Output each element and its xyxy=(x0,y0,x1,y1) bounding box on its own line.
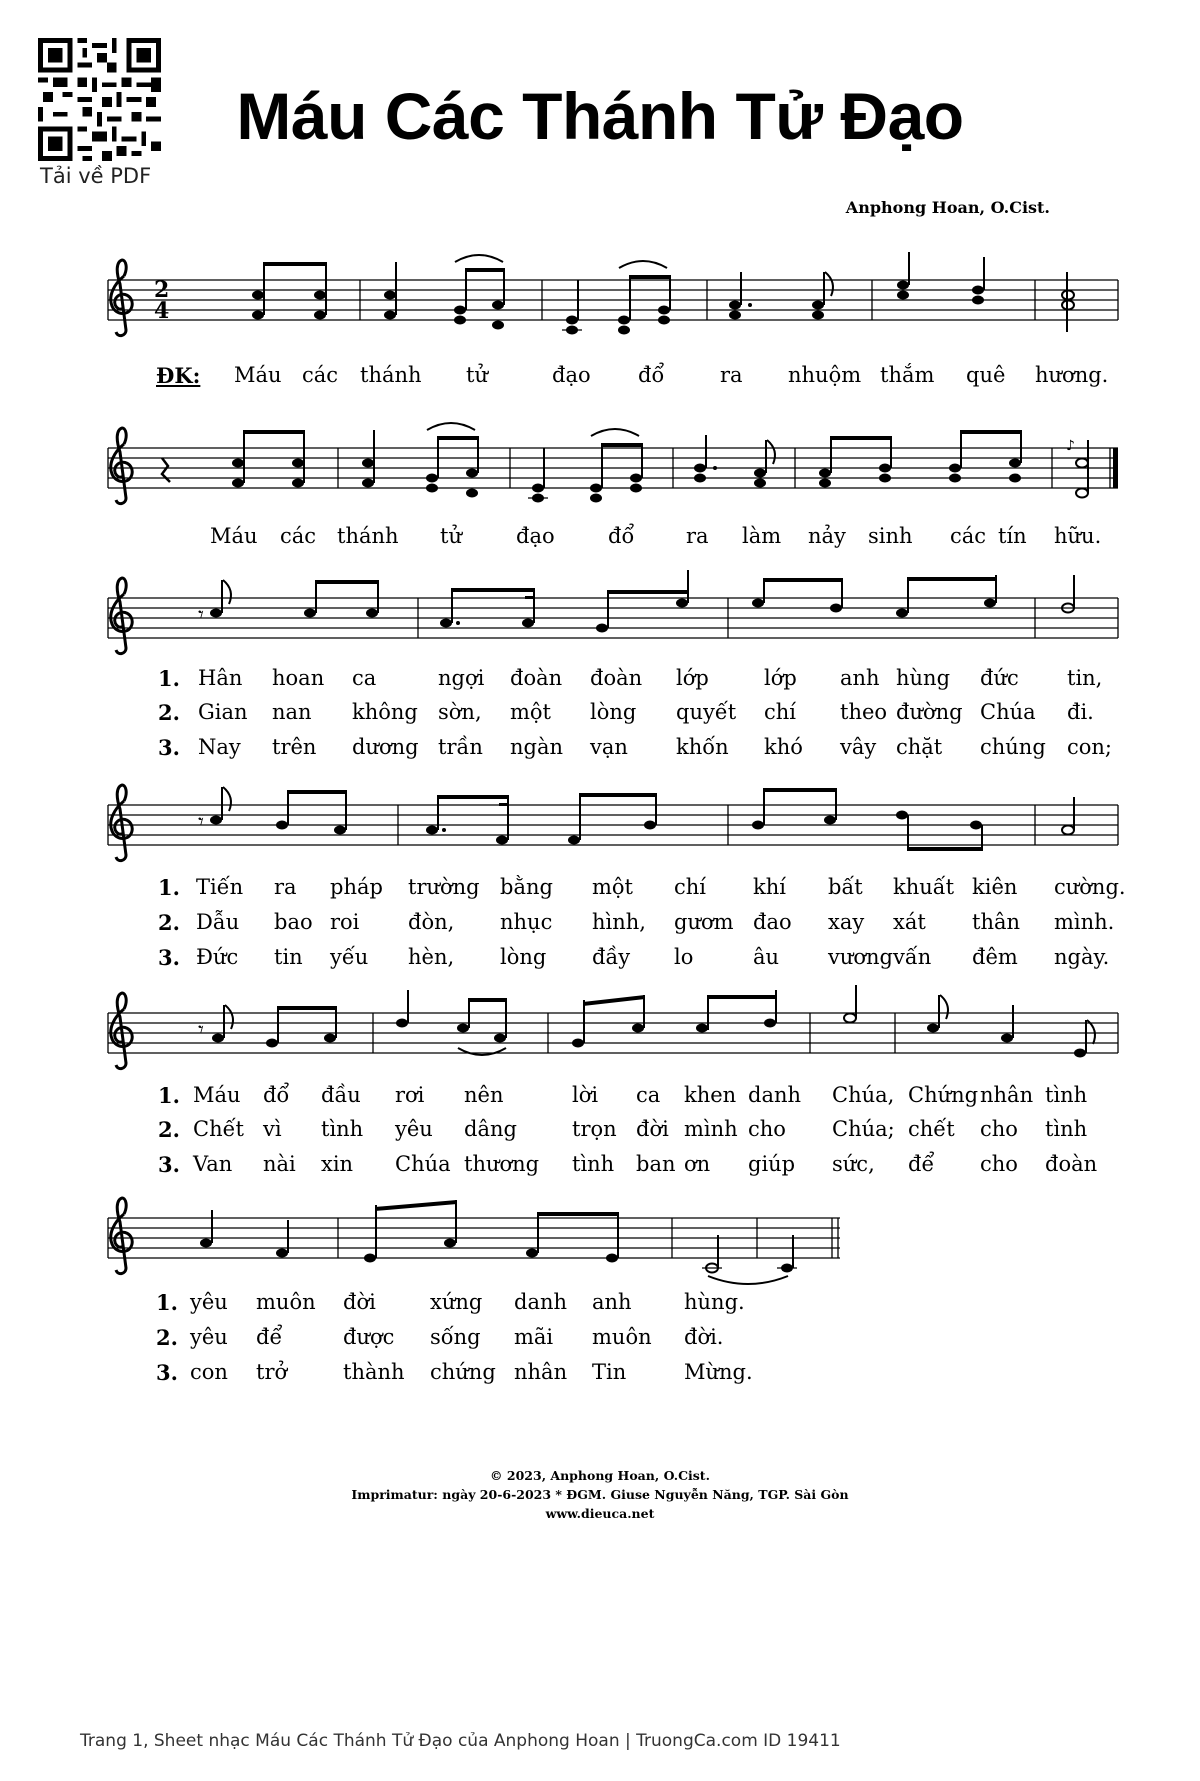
lyric-word: trọn xyxy=(572,1117,617,1141)
lyric-word: chứng xyxy=(430,1360,496,1384)
copyright: © 2023, Anphong Hoan, O.Cist. xyxy=(490,1468,710,1483)
lyric-word: tình xyxy=(1045,1083,1088,1107)
lyric-word: đạo xyxy=(552,363,591,387)
lyric-word: Máu xyxy=(193,1083,241,1107)
lyric-word: vây xyxy=(840,735,877,759)
verse-number: 1. xyxy=(158,875,180,900)
lyric-word: để xyxy=(256,1325,283,1349)
website[interactable]: www.dieuca.net xyxy=(545,1506,655,1521)
lyric-word: ban xyxy=(636,1152,676,1176)
page-footer: Trang 1, Sheet nhạc Máu Các Thánh Tử Đạo của Anphong Hoan | TruongCa.com ID 19411 xyxy=(80,1731,841,1751)
lyric-word: chúng xyxy=(980,735,1046,759)
lyric-word: hình, xyxy=(592,910,646,934)
verse-number: 1. xyxy=(156,1290,178,1315)
lyric-word: đoàn xyxy=(510,666,563,690)
lyric-word: xin xyxy=(321,1152,354,1176)
lyric-word: đoàn xyxy=(590,666,643,690)
lyric-word: Tiến xyxy=(196,875,244,899)
lyric-word: nan xyxy=(272,700,312,724)
lyric-word: sống xyxy=(430,1325,481,1349)
svg-text:𝄾: 𝄾 xyxy=(198,603,204,628)
lyric-word: nảy xyxy=(808,524,846,548)
verse-number: 3. xyxy=(158,1152,180,1177)
lyric-word: anh xyxy=(592,1290,632,1314)
svg-text:𝄾: 𝄾 xyxy=(198,810,204,835)
lyric-word: cho xyxy=(980,1152,1018,1176)
lyric-word: tin, xyxy=(1067,666,1103,690)
lyric-word: ca xyxy=(352,666,377,690)
lyric-word: chí xyxy=(764,700,797,724)
verse-number: 1. xyxy=(158,1083,180,1108)
lyric-word: một xyxy=(592,875,633,899)
lyric-word: Máu xyxy=(234,363,282,387)
lyric-word: để xyxy=(908,1152,935,1176)
lyric-word: được xyxy=(343,1325,395,1349)
lyric-word: vương xyxy=(828,945,893,969)
lyric-word: Máu xyxy=(210,524,258,548)
lyric-word: sờn, xyxy=(438,700,482,724)
copyright-block xyxy=(0,1466,1200,1523)
lyric-word: vấn xyxy=(893,945,932,969)
lyric-word: tử xyxy=(440,524,462,548)
lyric-word: ca xyxy=(636,1083,661,1107)
lyric-word: yêu xyxy=(395,1117,433,1141)
lyric-word: đức xyxy=(980,666,1019,690)
svg-text:𝄾: 𝄾 xyxy=(198,1018,204,1043)
page-title: Máu Các Thánh Tử Đạo xyxy=(236,79,964,153)
lyric-word: sinh xyxy=(868,524,913,548)
staff-system-3 xyxy=(108,570,1118,654)
staff-system-1 xyxy=(108,252,1118,336)
lyric-word: Chúa; xyxy=(832,1117,895,1141)
svg-text:2: 2 xyxy=(154,277,170,303)
lyric-word: quê xyxy=(966,363,1006,387)
lyric-word: ra xyxy=(720,363,743,387)
download-pdf-link[interactable]: Tải về PDF xyxy=(40,164,152,188)
verse-number: 3. xyxy=(158,735,180,760)
lyric-word: đổ xyxy=(638,363,665,387)
lyric-word: thánh xyxy=(337,524,399,548)
lyric-word: Chứng xyxy=(908,1083,979,1107)
lyric-word: nhân xyxy=(980,1083,1034,1107)
staff-system-4 xyxy=(108,785,1118,861)
lyric-word: ngợi xyxy=(438,666,485,690)
lyric-word: danh xyxy=(748,1083,802,1107)
lyric-word: thân xyxy=(972,910,1021,934)
lyric-word: ngàn xyxy=(510,735,564,759)
lyric-word: tử xyxy=(466,363,488,387)
verse-number: 3. xyxy=(156,1360,178,1385)
lyric-word: dâng xyxy=(464,1117,517,1141)
lyric-word: Hân xyxy=(198,666,243,690)
lyric-word: con xyxy=(190,1360,228,1384)
lyric-word: sức, xyxy=(832,1152,875,1176)
lyric-word: đầy xyxy=(592,945,631,969)
lyric-word: đêm xyxy=(972,945,1018,969)
lyric-word: các xyxy=(280,524,317,548)
lyric-word: ơn xyxy=(684,1152,711,1176)
lyric-word: lời xyxy=(572,1083,599,1107)
lyric-word: rơi xyxy=(395,1083,425,1107)
lyric-word: bao xyxy=(274,910,313,934)
refrain-marker: ĐK: xyxy=(156,363,201,388)
lyric-word: đời xyxy=(343,1290,376,1314)
lyric-word: hoan xyxy=(272,666,325,690)
lyric-word: cho xyxy=(748,1117,786,1141)
lyric-word: kiên xyxy=(972,875,1018,899)
lyric-word: bất xyxy=(828,875,863,899)
lyric-word: nhục xyxy=(500,910,553,934)
lyric-word: hùng xyxy=(896,666,951,690)
lyric-word: Dẫu xyxy=(196,910,240,934)
lyric-word: khuất xyxy=(893,875,955,899)
lyric-word: hùng. xyxy=(684,1290,745,1314)
lyric-word: đao xyxy=(753,910,792,934)
lyric-word: tín xyxy=(998,524,1027,548)
verse-number: 2. xyxy=(156,1325,178,1350)
lyric-word: hèn, xyxy=(408,945,455,969)
lyric-word: xát xyxy=(893,910,926,934)
lyric-word: giúp xyxy=(748,1152,796,1176)
lyric-word: quyết xyxy=(676,700,737,724)
lyric-word: thành xyxy=(343,1360,405,1384)
lyric-word: con; xyxy=(1067,735,1113,759)
lyric-word: Chết xyxy=(193,1117,244,1141)
lyric-word: đường xyxy=(896,700,963,724)
lyric-word: thương xyxy=(464,1152,540,1176)
lyric-word: âu xyxy=(753,945,780,969)
verse-number: 1. xyxy=(158,666,180,691)
lyric-word: bằng xyxy=(500,875,553,899)
lyric-word: Đức xyxy=(196,945,239,969)
lyric-word: lo xyxy=(674,945,694,969)
lyric-word: Chúa xyxy=(395,1152,451,1176)
lyric-word: làm xyxy=(742,524,782,548)
lyric-word: chặt xyxy=(896,735,943,759)
lyric-word: lòng xyxy=(590,700,637,724)
lyric-word: đời xyxy=(636,1117,669,1141)
lyric-word: đòn, xyxy=(408,910,455,934)
lyric-word: khó xyxy=(764,735,803,759)
lyric-word: tình xyxy=(1045,1117,1088,1141)
lyric-word: nài xyxy=(263,1152,296,1176)
lyric-word: nên xyxy=(464,1083,504,1107)
lyric-word: đi. xyxy=(1067,700,1094,724)
lyric-word: các xyxy=(302,363,339,387)
lyric-word: mình xyxy=(684,1117,738,1141)
lyric-word: trên xyxy=(272,735,317,759)
lyric-word: ra xyxy=(274,875,297,899)
lyric-word: ngày. xyxy=(1054,945,1110,969)
lyric-word: yếu xyxy=(330,945,369,969)
lyric-word: đổ xyxy=(608,524,635,548)
lyric-word: Nay xyxy=(198,735,241,759)
lyric-word: đạo xyxy=(516,524,555,548)
verse-number: 2. xyxy=(158,700,180,725)
lyric-word: lớp xyxy=(764,666,797,690)
lyric-word: các xyxy=(950,524,987,548)
lyric-word: Gian xyxy=(198,700,248,724)
lyric-word: nhuộm xyxy=(788,363,862,387)
lyric-word: đời. xyxy=(684,1325,724,1349)
lyric-word: yêu xyxy=(190,1325,228,1349)
lyric-word: khí xyxy=(753,875,786,899)
lyric-word: chí xyxy=(674,875,707,899)
verse-number: 2. xyxy=(158,1117,180,1142)
imprimatur: Imprimatur: ngày 20-6-2023 * ĐGM. Giuse Nguyễn Năng, TGP. Sài Gòn xyxy=(351,1487,849,1502)
verse-number: 2. xyxy=(158,910,180,935)
lyric-word: không xyxy=(352,700,418,724)
verse-number: 3. xyxy=(158,945,180,970)
lyric-word: dương xyxy=(352,735,419,759)
composer: Anphong Hoan, O.Cist. xyxy=(845,198,1050,217)
lyric-word: lòng xyxy=(500,945,547,969)
lyric-word: Van xyxy=(193,1152,233,1176)
lyric-word: đoàn xyxy=(1045,1152,1098,1176)
lyric-word: hương. xyxy=(1035,363,1109,387)
lyric-word: trở xyxy=(256,1360,288,1384)
lyric-word: Chúa, xyxy=(832,1083,895,1107)
lyric-word: một xyxy=(510,700,551,724)
lyric-word: yêu xyxy=(190,1290,228,1314)
lyric-word: chết xyxy=(908,1117,955,1141)
lyric-word: hữu. xyxy=(1054,524,1102,548)
lyric-word: theo xyxy=(840,700,888,724)
lyric-word: đầu xyxy=(321,1083,361,1107)
lyric-word: lớp xyxy=(676,666,709,690)
lyric-word: muôn xyxy=(592,1325,652,1349)
svg-text:♪: ♪ xyxy=(1066,438,1075,454)
lyric-word: đổ xyxy=(263,1083,290,1107)
lyric-word: khen xyxy=(684,1083,737,1107)
staff-system-5 xyxy=(108,985,1118,1069)
staff-system-2 xyxy=(108,423,1118,504)
lyric-word: anh xyxy=(840,666,880,690)
lyric-word: thắm xyxy=(880,363,935,387)
lyric-word: cường. xyxy=(1054,875,1126,899)
svg-text:4: 4 xyxy=(154,298,170,324)
lyric-word: mãi xyxy=(514,1325,554,1349)
lyric-word: danh xyxy=(514,1290,568,1314)
lyric-word: Chúa xyxy=(980,700,1036,724)
lyric-word: muôn xyxy=(256,1290,316,1314)
staff-system-6 xyxy=(108,1198,840,1284)
lyric-word: xứng xyxy=(430,1290,483,1314)
lyric-word: ra xyxy=(686,524,709,548)
lyric-word: thánh xyxy=(360,363,422,387)
lyric-word: khốn xyxy=(676,735,729,759)
lyric-word: nhân xyxy=(514,1360,568,1384)
lyric-word: trường xyxy=(408,875,480,899)
lyric-word: vạn xyxy=(590,735,628,759)
lyric-word: mình. xyxy=(1054,910,1115,934)
lyric-word: tình xyxy=(321,1117,364,1141)
lyric-word: roi xyxy=(330,910,360,934)
lyric-word: tin xyxy=(274,945,303,969)
lyric-word: gươm xyxy=(674,910,734,934)
lyric-word: cho xyxy=(980,1117,1018,1141)
lyric-word: Mừng. xyxy=(684,1360,753,1384)
lyric-word: trần xyxy=(438,735,483,759)
lyric-word: xay xyxy=(828,910,865,934)
lyric-word: tình xyxy=(572,1152,615,1176)
lyric-word: pháp xyxy=(330,875,383,899)
lyric-word: vì xyxy=(263,1117,282,1141)
lyric-word: Tin xyxy=(592,1360,627,1384)
